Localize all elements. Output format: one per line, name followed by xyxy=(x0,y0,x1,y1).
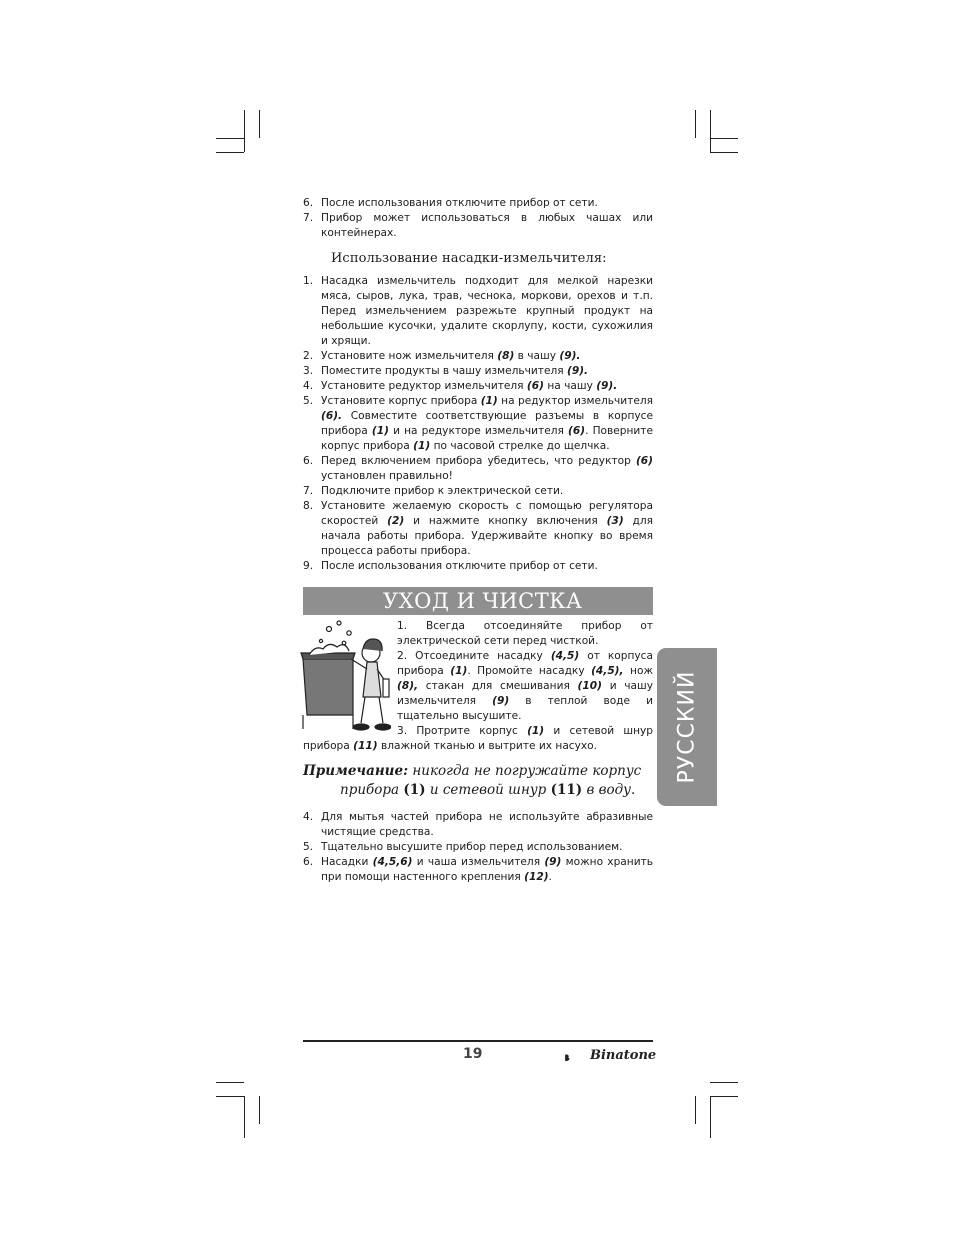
list-number: 6. xyxy=(303,455,314,467)
crop-mark xyxy=(216,1096,244,1097)
care-paragraph: 3. Протрите корпус (1) и сетевой шнур прибора (11) влажной тканью и вытрите их насухо. xyxy=(303,725,653,752)
intro-item xyxy=(303,196,653,211)
language-tab-label: РУССКИЙ xyxy=(674,670,700,784)
chopper-step xyxy=(303,364,653,379)
chopper-step xyxy=(303,349,653,364)
crop-mark xyxy=(710,152,738,153)
care-paragraph: 1. Всегда отсоединяйте прибор от электрической сети перед чисткой. xyxy=(397,620,653,647)
list-number: 8. xyxy=(303,500,314,512)
crop-mark xyxy=(695,1096,696,1124)
note-line2: прибора (1) и сетевой шнур (11) в воду. xyxy=(340,782,636,798)
crop-mark xyxy=(710,1096,738,1097)
list-text: После использования отключите прибор от сети. xyxy=(321,197,598,209)
chopper-step xyxy=(303,484,653,499)
crop-mark xyxy=(259,1096,260,1124)
care-section xyxy=(303,619,653,754)
footer-divider xyxy=(303,1040,653,1042)
chopper-step xyxy=(303,274,653,349)
crop-mark xyxy=(259,110,260,138)
note xyxy=(303,762,653,800)
list-text: Установите желаемую скорость с помощью регулятора скоростей (2) и нажмите кнопку включения (3) для начала работы прибора. Удерживайте кнопку во время процесса работы прибора. xyxy=(321,500,653,557)
list-text: Насадка измельчитель подходит для мелкой нарезки мяса, сыров, лука, трав, чеснока, моркови, орехов и т.п. Перед измельчением разрежьте крупный продукт на небольшие кусочки, удалите скорлупу, кости, сухожилия и хрящи. xyxy=(321,275,653,347)
chopper-step xyxy=(303,499,653,559)
list-text: Установите нож измельчителя (8) в чашу (9). xyxy=(321,350,581,362)
list-text: После использования отключите прибор от сети. xyxy=(321,560,598,572)
list-text: Перед включением прибора убедитесь, что редуктор (6) установлен правильно! xyxy=(321,455,653,482)
list-number: 1. xyxy=(303,275,314,287)
list-text: Установите корпус прибора (1) на редуктор измельчителя (6). Совместите соответствующие разъемы в корпусе прибора (1) и на редукторе измельчителя (6). Поверните корпус прибора (1) по часовой стрелке до щелчка. xyxy=(321,395,653,452)
list-text: Насадки (4,5,6) и чаша измельчителя (9) можно хранить при помощи настенного крепления (12). xyxy=(321,856,654,883)
list-number: 7. xyxy=(303,212,314,224)
care-heading: УХОД И ЧИСТКА xyxy=(303,587,653,615)
intro-list xyxy=(303,196,653,241)
crop-mark xyxy=(244,1096,245,1138)
chopper-heading: Использование насадки-измельчителя: xyxy=(331,251,607,266)
crop-mark xyxy=(710,1096,711,1138)
list-text: Поместите продукты в чашу измельчителя (9). xyxy=(321,365,589,377)
list-number: 7. xyxy=(303,485,314,497)
list-number: 6. xyxy=(303,856,314,868)
care-step xyxy=(303,855,653,885)
list-number: 6. xyxy=(303,197,314,209)
list-text: Тщательно высушите прибор перед использованием. xyxy=(321,841,623,853)
list-number: 2. xyxy=(303,350,314,362)
list-number: 3. xyxy=(303,365,314,377)
chopper-step xyxy=(303,559,653,574)
crop-mark xyxy=(695,110,696,138)
brand-name: Binatone xyxy=(590,1048,657,1063)
list-number: 5. xyxy=(303,841,314,853)
crop-mark xyxy=(710,110,711,152)
page-number: 19 xyxy=(463,1046,483,1062)
list-text: Подключите прибор к электрической сети. xyxy=(321,485,564,497)
care-step xyxy=(303,840,653,855)
crop-mark xyxy=(710,138,738,139)
chopper-list xyxy=(303,274,653,574)
cleaning-illustration xyxy=(299,619,391,737)
binatone-logo-icon xyxy=(564,1044,590,1072)
crop-mark xyxy=(216,138,244,139)
final-list xyxy=(303,810,653,885)
chopper-step xyxy=(303,454,653,484)
list-text: Для мытья частей прибора не используйте абразивные чистящие средства. xyxy=(321,811,653,838)
list-number: 9. xyxy=(303,560,314,572)
crop-mark xyxy=(244,110,245,152)
note-line1: никогда не погружайте корпус xyxy=(412,763,642,779)
crop-mark xyxy=(216,152,244,153)
language-tab xyxy=(657,648,717,806)
note-label: Примечание: xyxy=(303,763,409,779)
care-paragraph: 2. Отсоедините насадку (4,5) от корпуса прибора (1). Промойте насадку (4,5), нож (8), стакан для смешивания (10) и чашу измельчителя (9) в теплой воде и тщательно высушите. xyxy=(397,650,654,722)
intro-item xyxy=(303,211,653,241)
chopper-step xyxy=(303,379,653,394)
list-number: 4. xyxy=(303,380,314,392)
chopper-step xyxy=(303,394,653,454)
list-number: 4. xyxy=(303,811,314,823)
crop-mark xyxy=(216,1082,244,1083)
list-text: Прибор может использоваться в любых чашах или контейнерах. xyxy=(321,212,653,239)
care-step xyxy=(303,810,653,840)
page-content xyxy=(303,196,653,885)
crop-mark xyxy=(710,1082,738,1083)
list-text: Установите редуктор измельчителя (6) на чашу (9). xyxy=(321,380,618,392)
list-number: 5. xyxy=(303,395,314,407)
